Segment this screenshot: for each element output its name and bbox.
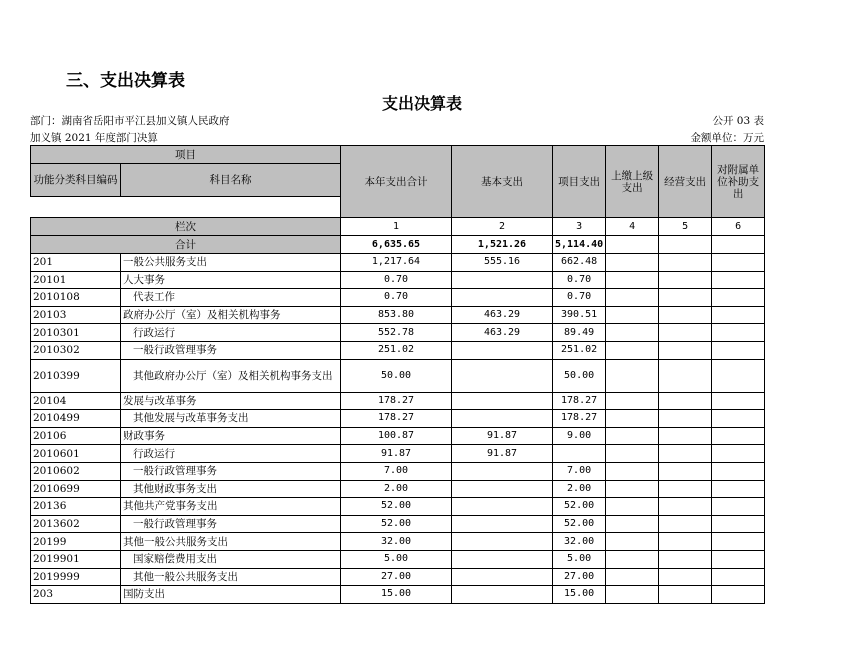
header-item: 项目 xyxy=(31,146,341,164)
row-basic xyxy=(452,586,553,604)
report-name: 加义镇 2021 年度部门决算 xyxy=(30,132,158,144)
row-code: 2010601 xyxy=(31,445,121,463)
col-num: 2 xyxy=(452,218,553,236)
row-subsidy xyxy=(712,392,765,410)
row-code: 2010302 xyxy=(31,341,121,359)
form-number: 公开 03 表 xyxy=(712,115,764,127)
row-upper xyxy=(606,427,659,445)
row-basic xyxy=(452,550,553,568)
row-total: 2.00 xyxy=(341,480,452,498)
sum-value: 6,635.65 xyxy=(341,236,452,254)
row-upper xyxy=(606,306,659,324)
row-total: 7.00 xyxy=(341,462,452,480)
row-name: 国防支出 xyxy=(121,586,341,604)
row-business xyxy=(659,341,712,359)
row-name: 人大事务 xyxy=(121,271,341,289)
expenditure-table xyxy=(30,145,765,604)
row-subsidy xyxy=(712,480,765,498)
sum-label: 合计 xyxy=(31,236,341,254)
row-upper xyxy=(606,392,659,410)
row-subsidy xyxy=(712,341,765,359)
row-upper xyxy=(606,359,659,392)
row-name: 一般行政管理事务 xyxy=(121,462,341,480)
row-total: 50.00 xyxy=(341,359,452,392)
row-name: 一般行政管理事务 xyxy=(121,341,341,359)
row-basic xyxy=(452,341,553,359)
row-project: 52.00 xyxy=(553,515,606,533)
header-basic: 基本支出 xyxy=(452,146,553,218)
row-business xyxy=(659,392,712,410)
row-basic xyxy=(452,515,553,533)
row-total: 178.27 xyxy=(341,410,452,428)
row-name: 发展与改革事务 xyxy=(121,392,341,410)
row-business xyxy=(659,445,712,463)
row-business xyxy=(659,586,712,604)
table-row xyxy=(31,324,765,342)
row-basic xyxy=(452,359,553,392)
row-project: 5.00 xyxy=(553,550,606,568)
department-label: 部门：湖南省岳阳市平江县加义镇人民政府 xyxy=(30,115,230,127)
row-name: 其他财政事务支出 xyxy=(121,480,341,498)
col-num: 5 xyxy=(659,218,712,236)
row-business xyxy=(659,359,712,392)
table-row xyxy=(31,498,765,516)
row-basic xyxy=(452,289,553,307)
row-code: 2010108 xyxy=(31,289,121,307)
col-num: 6 xyxy=(712,218,765,236)
row-project: 178.27 xyxy=(553,410,606,428)
row-business xyxy=(659,533,712,551)
row-business xyxy=(659,480,712,498)
table-row xyxy=(31,341,765,359)
row-code: 2010602 xyxy=(31,462,121,480)
row-subsidy xyxy=(712,586,765,604)
row-business xyxy=(659,306,712,324)
row-name: 国家赔偿费用支出 xyxy=(121,550,341,568)
row-project xyxy=(553,445,606,463)
row-basic: 91.87 xyxy=(452,445,553,463)
table-row xyxy=(31,254,765,272)
row-upper xyxy=(606,341,659,359)
row-code: 201 xyxy=(31,254,121,272)
row-project: 0.70 xyxy=(553,271,606,289)
header-business: 经营支出 xyxy=(659,146,712,218)
row-basic: 463.29 xyxy=(452,306,553,324)
row-subsidy xyxy=(712,410,765,428)
table-row xyxy=(31,586,765,604)
row-business xyxy=(659,289,712,307)
table-row xyxy=(31,271,765,289)
col-num: 3 xyxy=(553,218,606,236)
row-basic: 463.29 xyxy=(452,324,553,342)
table-row xyxy=(31,480,765,498)
row-business xyxy=(659,462,712,480)
row-upper xyxy=(606,462,659,480)
row-subsidy xyxy=(712,498,765,516)
row-project: 2.00 xyxy=(553,480,606,498)
row-upper xyxy=(606,480,659,498)
row-business xyxy=(659,498,712,516)
row-upper xyxy=(606,445,659,463)
table-row xyxy=(31,550,765,568)
row-basic xyxy=(452,533,553,551)
row-business xyxy=(659,324,712,342)
row-name: 其他一般公共服务支出 xyxy=(121,568,341,586)
row-total: 5.00 xyxy=(341,550,452,568)
row-project: 50.00 xyxy=(553,359,606,392)
row-project: 52.00 xyxy=(553,498,606,516)
unit-label: 金额单位：万元 xyxy=(690,132,764,144)
row-total: 27.00 xyxy=(341,568,452,586)
row-code: 2019999 xyxy=(31,568,121,586)
row-code: 20101 xyxy=(31,271,121,289)
row-code: 20136 xyxy=(31,498,121,516)
row-code: 20103 xyxy=(31,306,121,324)
row-project: 251.02 xyxy=(553,341,606,359)
row-code: 2013602 xyxy=(31,515,121,533)
column-label: 栏次 xyxy=(31,218,341,236)
row-business xyxy=(659,568,712,586)
row-code: 2010699 xyxy=(31,480,121,498)
row-subsidy xyxy=(712,254,765,272)
row-business xyxy=(659,427,712,445)
col-num: 1 xyxy=(341,218,452,236)
row-subsidy xyxy=(712,568,765,586)
row-total: 0.70 xyxy=(341,289,452,307)
row-business xyxy=(659,550,712,568)
row-basic xyxy=(452,271,553,289)
row-total: 1,217.64 xyxy=(341,254,452,272)
row-total: 552.78 xyxy=(341,324,452,342)
table-row xyxy=(31,462,765,480)
row-basic xyxy=(452,462,553,480)
row-code: 20199 xyxy=(31,533,121,551)
row-name: 其他发展与改革事务支出 xyxy=(121,410,341,428)
header-project: 项目支出 xyxy=(553,146,606,218)
row-basic xyxy=(452,480,553,498)
row-upper xyxy=(606,410,659,428)
row-name: 代表工作 xyxy=(121,289,341,307)
header-upper: 上缴上级支出 xyxy=(606,146,659,218)
table-row xyxy=(31,289,765,307)
row-business xyxy=(659,254,712,272)
row-total: 100.87 xyxy=(341,427,452,445)
row-total: 32.00 xyxy=(341,533,452,551)
row-basic xyxy=(452,498,553,516)
row-business xyxy=(659,410,712,428)
row-basic xyxy=(452,410,553,428)
row-business xyxy=(659,515,712,533)
sum-value xyxy=(712,236,765,254)
row-upper xyxy=(606,254,659,272)
row-code: 2010399 xyxy=(31,359,121,392)
row-project: 9.00 xyxy=(553,427,606,445)
row-total: 853.80 xyxy=(341,306,452,324)
row-project: 178.27 xyxy=(553,392,606,410)
table-row xyxy=(31,515,765,533)
table-row xyxy=(31,359,765,392)
table-row xyxy=(31,392,765,410)
row-subsidy xyxy=(712,445,765,463)
row-project: 27.00 xyxy=(553,568,606,586)
section-heading: 三、支出决算表 xyxy=(66,71,185,91)
row-subsidy xyxy=(712,289,765,307)
row-total: 251.02 xyxy=(341,341,452,359)
header-name: 科目名称 xyxy=(121,164,341,197)
row-basic: 555.16 xyxy=(452,254,553,272)
row-upper xyxy=(606,324,659,342)
row-name: 一般公共服务支出 xyxy=(121,254,341,272)
row-upper xyxy=(606,586,659,604)
row-subsidy xyxy=(712,324,765,342)
row-name: 行政运行 xyxy=(121,445,341,463)
row-subsidy xyxy=(712,462,765,480)
header-subsidy: 对附属单位补助支出 xyxy=(712,146,765,218)
row-project: 89.49 xyxy=(553,324,606,342)
row-code: 20104 xyxy=(31,392,121,410)
row-code: 20106 xyxy=(31,427,121,445)
row-subsidy xyxy=(712,306,765,324)
row-subsidy xyxy=(712,533,765,551)
header-total: 本年支出合计 xyxy=(341,146,452,218)
row-name: 政府办公厅（室）及相关机构事务 xyxy=(121,306,341,324)
row-project: 7.00 xyxy=(553,462,606,480)
row-name: 其他一般公共服务支出 xyxy=(121,533,341,551)
row-project: 0.70 xyxy=(553,289,606,307)
row-total: 178.27 xyxy=(341,392,452,410)
sum-value xyxy=(606,236,659,254)
sum-value xyxy=(659,236,712,254)
row-upper xyxy=(606,498,659,516)
table-row xyxy=(31,306,765,324)
table-row xyxy=(31,427,765,445)
row-upper xyxy=(606,568,659,586)
row-upper xyxy=(606,289,659,307)
row-project: 662.48 xyxy=(553,254,606,272)
row-basic xyxy=(452,568,553,586)
col-num: 4 xyxy=(606,218,659,236)
row-basic: 91.87 xyxy=(452,427,553,445)
row-upper xyxy=(606,515,659,533)
table-row xyxy=(31,568,765,586)
row-subsidy xyxy=(712,515,765,533)
row-subsidy xyxy=(712,427,765,445)
row-project: 15.00 xyxy=(553,586,606,604)
table-row xyxy=(31,445,765,463)
row-code: 2010301 xyxy=(31,324,121,342)
row-project: 390.51 xyxy=(553,306,606,324)
row-subsidy xyxy=(712,271,765,289)
row-name: 财政事务 xyxy=(121,427,341,445)
row-total: 91.87 xyxy=(341,445,452,463)
row-subsidy xyxy=(712,550,765,568)
row-upper xyxy=(606,533,659,551)
row-name: 行政运行 xyxy=(121,324,341,342)
row-name: 一般行政管理事务 xyxy=(121,515,341,533)
row-total: 15.00 xyxy=(341,586,452,604)
row-upper xyxy=(606,271,659,289)
row-basic xyxy=(452,392,553,410)
sum-value: 5,114.40 xyxy=(553,236,606,254)
row-code: 2010499 xyxy=(31,410,121,428)
row-name: 其他政府办公厅（室）及相关机构事务支出 xyxy=(121,359,341,392)
row-project: 32.00 xyxy=(553,533,606,551)
row-total: 0.70 xyxy=(341,271,452,289)
row-code: 2019901 xyxy=(31,550,121,568)
row-total: 52.00 xyxy=(341,498,452,516)
sum-value: 1,521.26 xyxy=(452,236,553,254)
header-code: 功能分类科目编码 xyxy=(31,164,121,197)
row-total: 52.00 xyxy=(341,515,452,533)
table-row xyxy=(31,410,765,428)
table-row xyxy=(31,533,765,551)
row-business xyxy=(659,271,712,289)
row-subsidy xyxy=(712,359,765,392)
row-upper xyxy=(606,550,659,568)
document-title: 支出决算表 xyxy=(381,94,462,113)
row-name: 其他共产党事务支出 xyxy=(121,498,341,516)
row-code: 203 xyxy=(31,586,121,604)
